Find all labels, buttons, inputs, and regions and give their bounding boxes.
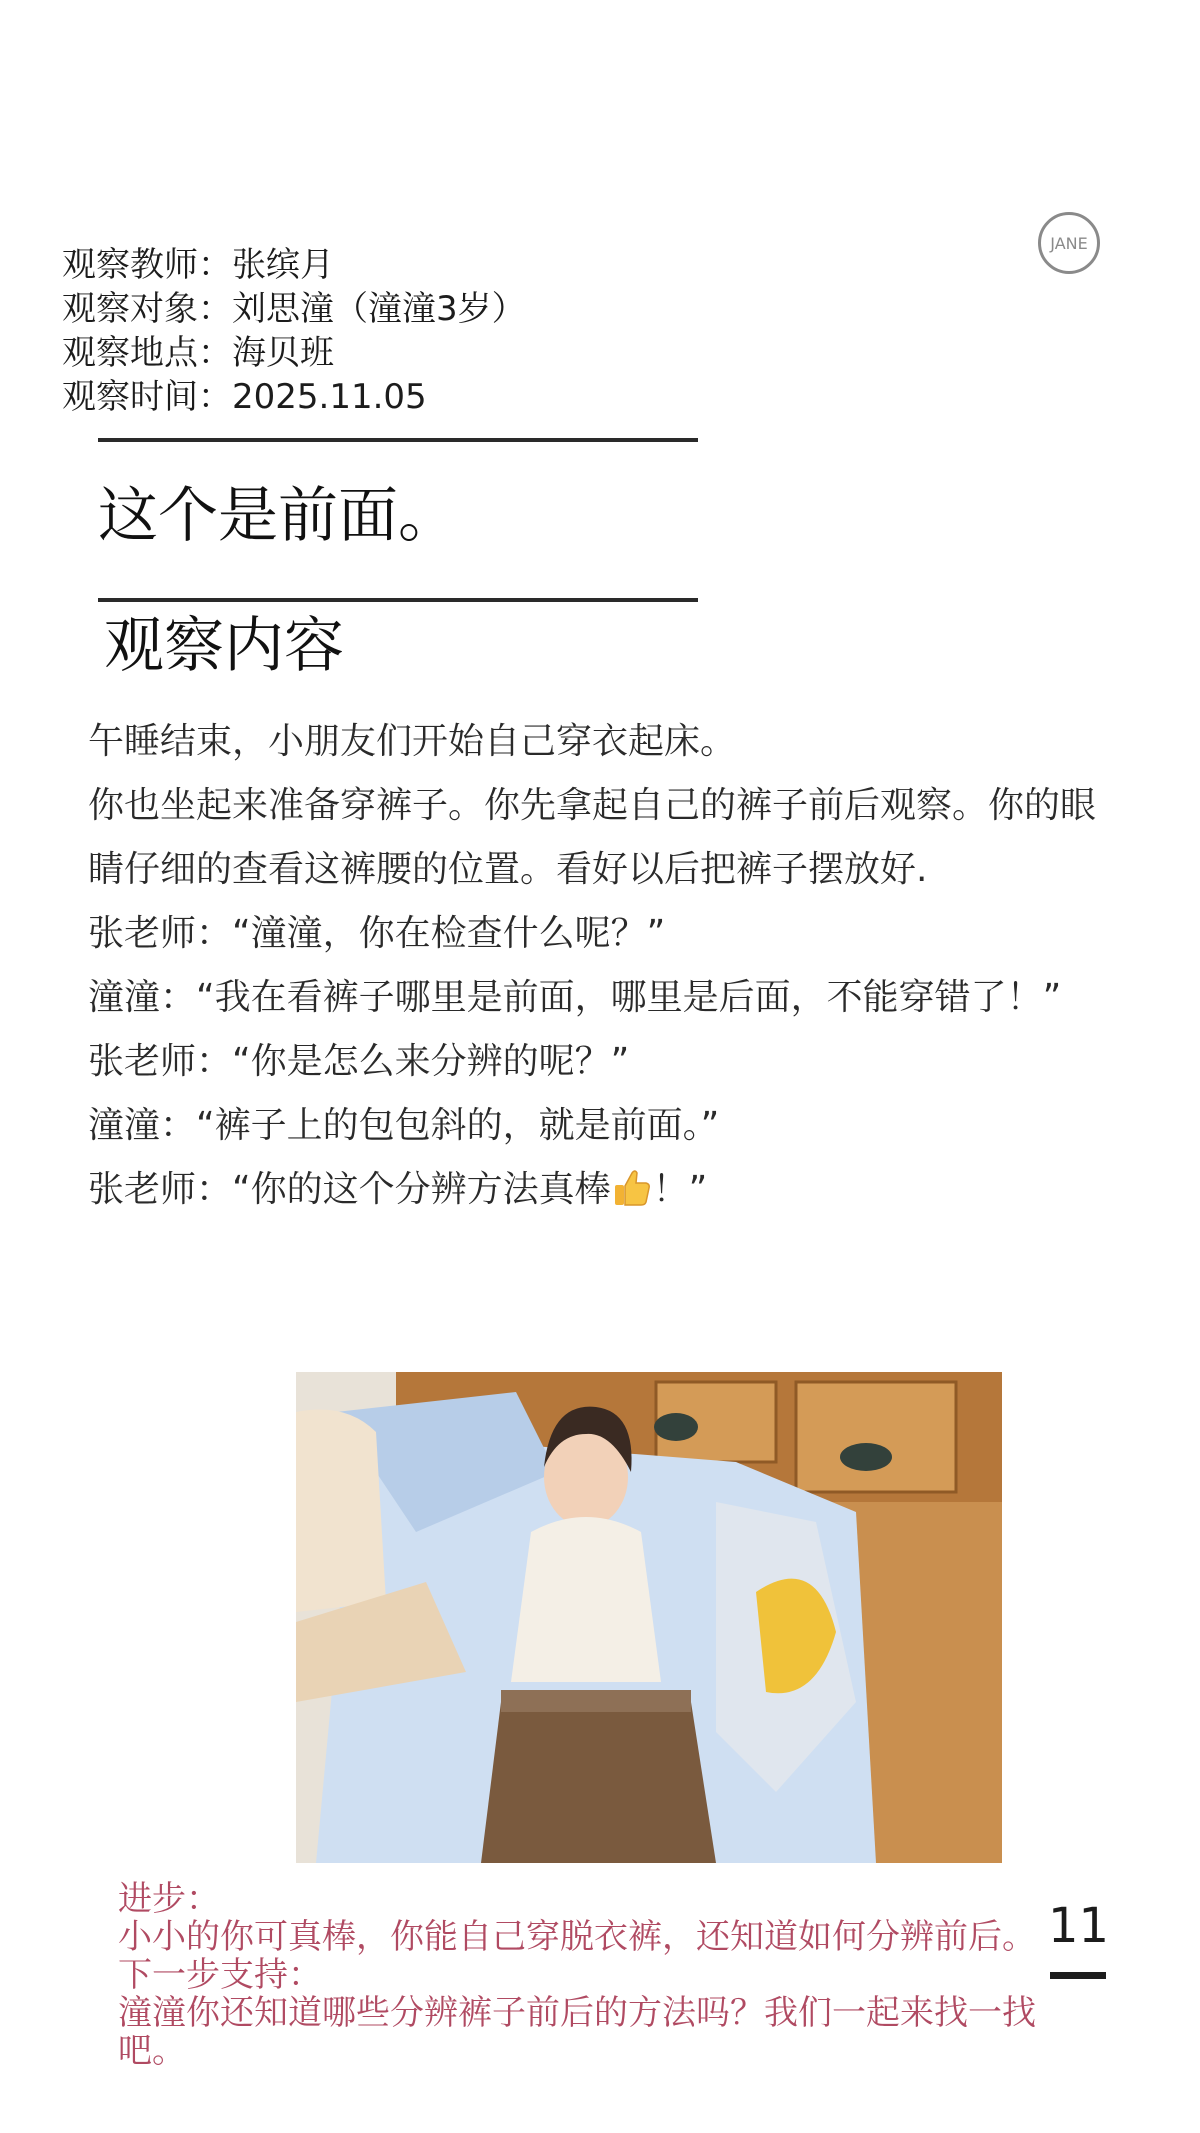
section-title: 观察内容 — [104, 611, 344, 681]
content-line: 张老师：“潼潼，你在检查什么呢？” — [88, 913, 666, 954]
content-line-last-text: 张老师：“你的这个分辨方法真棒 — [88, 1169, 611, 1210]
next-step-label: 下一步支持： — [118, 1955, 322, 1995]
content-line: 你也坐起来准备穿裤子。你先拿起自己的裤子前后观察。你的眼睛仔细的查看这裤腰的位置。看好以后把裤子摆放好. — [88, 785, 1097, 890]
progress-label: 进步： — [118, 1879, 220, 1919]
meta-subject: 观察对象：刘思潼（潼潼3岁） — [62, 289, 526, 329]
observation-content — [88, 710, 1118, 1222]
page-number: 11 — [1048, 1898, 1110, 1954]
meta-teacher: 观察教师：张缤月 — [62, 245, 334, 285]
meta-location: 观察地点：海贝班 — [62, 333, 334, 373]
next-step-text: 潼潼你还知道哪些分辨裤子前后的方法吗？我们一起来找一找吧。 — [118, 1993, 1036, 2071]
teacher-notes — [118, 1880, 1078, 2070]
content-line: 午睡结束，小朋友们开始自己穿衣起床。 — [88, 721, 737, 762]
observation-meta — [62, 243, 526, 419]
meta-time: 观察时间：2025.11.05 — [62, 377, 427, 417]
content-line: 张老师：“你是怎么来分辨的呢？” — [88, 1041, 630, 1082]
page-number-underline — [1050, 1972, 1106, 1979]
content-line-last — [88, 1158, 1118, 1222]
content-line-last-end: ！” — [652, 1169, 708, 1210]
progress-text: 小小的你可真棒，你能自己穿脱衣裤，还知道如何分辨前后。 — [118, 1917, 1036, 1957]
divider-middle — [98, 598, 698, 602]
child-dressing-photo — [296, 1372, 1002, 1863]
logo-text: JANE — [1050, 233, 1088, 253]
thumbs-up-icon — [611, 1166, 653, 1208]
divider-top — [98, 438, 698, 442]
content-line: 潼潼：“裤子上的包包斜的，就是前面。” — [88, 1105, 720, 1146]
content-line: 潼潼：“我在看裤子哪里是前面，哪里是后面，不能穿错了！” — [88, 977, 1062, 1018]
quote-title: 这个是前面。 — [98, 481, 458, 551]
jane-logo — [1038, 212, 1100, 274]
